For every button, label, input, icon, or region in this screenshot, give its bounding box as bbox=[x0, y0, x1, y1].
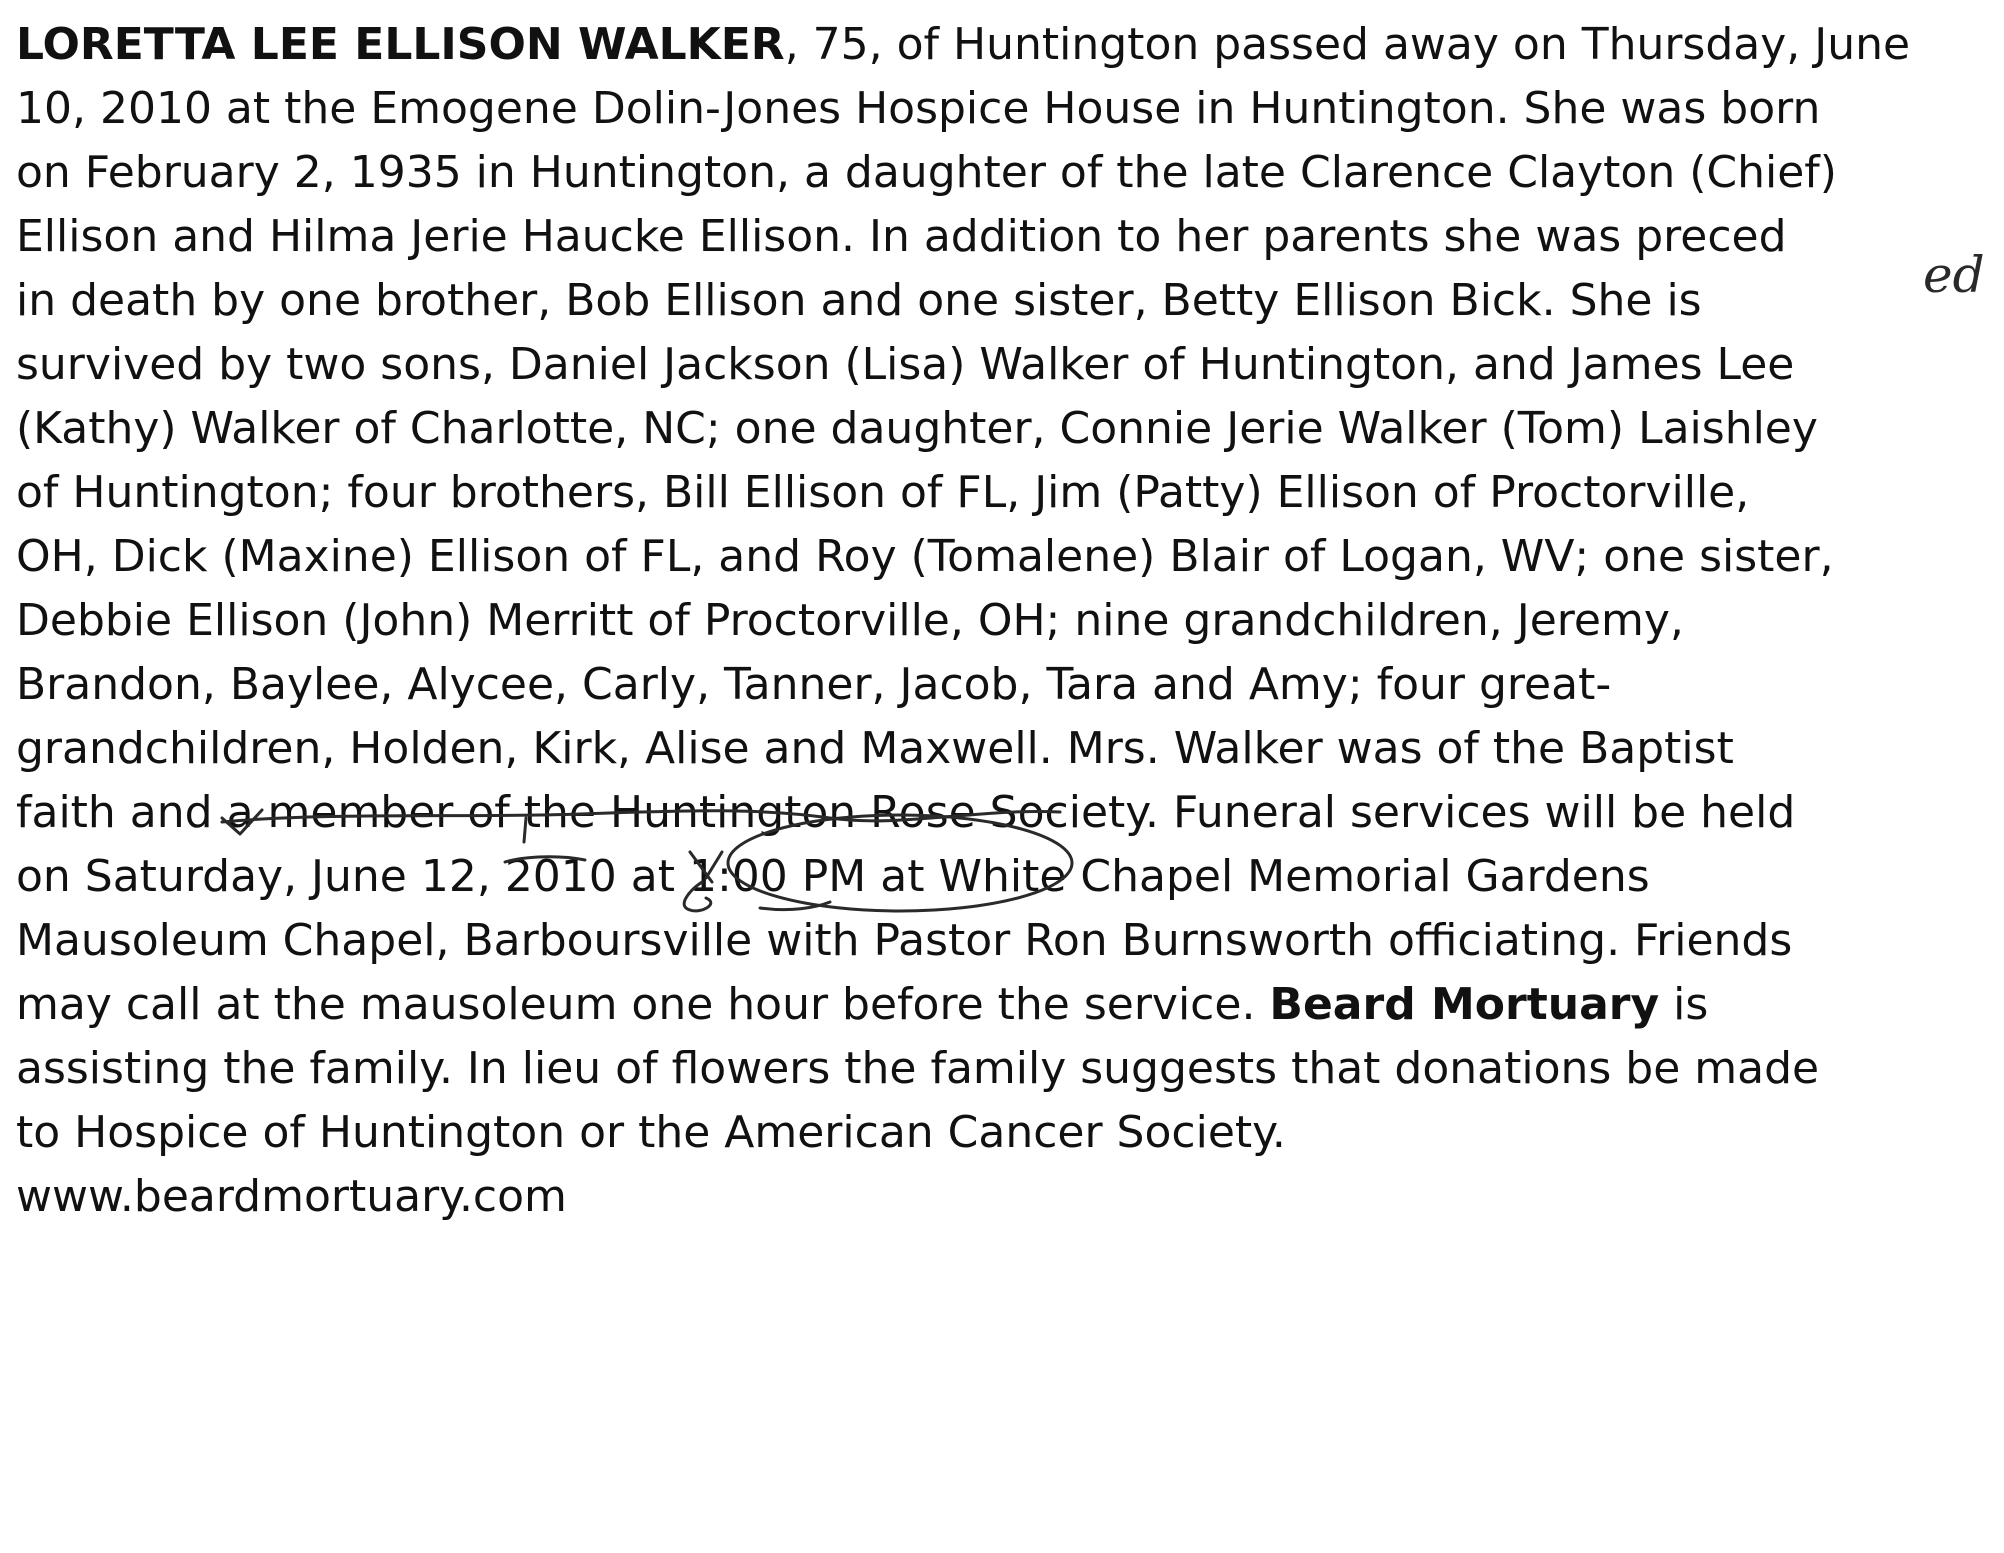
text-line-1: LORETTA LEE ELLISON WALKER, 75, of Huntington passed away on Thursday, June bbox=[16, 19, 1911, 70]
text-line-3: on February 2, 1935 in Huntington, a daughter of the late Clarence Clayton (Chief) bbox=[16, 147, 1837, 198]
website-line: www.beardmortuary.com bbox=[16, 1171, 567, 1222]
text-line-12: grandchildren, Holden, Kirk, Alise and Maxwell. Mrs. Walker was of the Baptist bbox=[16, 723, 1734, 774]
text-line-17: assisting the family. In lieu of flowers the family suggests that donations be made bbox=[16, 1043, 1820, 1094]
text-line-16: may call at the mausoleum one hour before the service. Beard Mortuary is bbox=[16, 979, 1709, 1030]
text-line-18: to Hospice of Huntington or the American Cancer Society. bbox=[16, 1107, 1286, 1158]
text-line-7: (Kathy) Walker of Charlotte, NC; one daughter, Connie Jerie Walker (Tom) Laishley bbox=[16, 403, 1818, 454]
text-line-13: faith and a member of the Huntington Rose Society. Funeral services will be held bbox=[16, 787, 1796, 838]
text-line-10: Debbie Ellison (John) Merritt of Proctorville, OH; nine grandchildren, Jeremy, bbox=[16, 595, 1684, 646]
text-line-2: 10, 2010 at the Emogene Dolin-Jones Hospice House in Huntington. She was born bbox=[16, 83, 1821, 134]
text-line-8: of Huntington; four brothers, Bill Ellison of FL, Jim (Patty) Ellison of Proctorville, bbox=[16, 467, 1750, 518]
text-line-6: survived by two sons, Daniel Jackson (Lisa) Walker of Huntington, and James Lee bbox=[16, 339, 1795, 390]
text-line-5: in death by one brother, Bob Ellison and one sister, Betty Ellison Bick. She is bbox=[16, 275, 1702, 326]
mortuary-name: Beard Mortuary bbox=[1269, 979, 1660, 1030]
deceased-name: LORETTA LEE ELLISON WALKER bbox=[16, 19, 785, 70]
handwritten-suffix-ed: ed bbox=[1923, 246, 1985, 304]
text-line-15: Mausoleum Chapel, Barboursville with Pastor Ron Burnsworth officiating. Friends bbox=[16, 915, 1793, 966]
text-line-9: OH, Dick (Maxine) Ellison of FL, and Roy (Tomalene) Blair of Logan, WV; one sister, bbox=[16, 531, 1834, 582]
text-line-11: Brandon, Baylee, Alycee, Carly, Tanner, Jacob, Tara and Amy; four great- bbox=[16, 659, 1612, 710]
text-line-14: on Saturday, June 12, 2010 at 1:00 PM at White Chapel Memorial Gardens bbox=[16, 851, 1650, 902]
text-line-4: Ellison and Hilma Jerie Haucke Ellison. In addition to her parents she was preced bbox=[16, 211, 1787, 262]
